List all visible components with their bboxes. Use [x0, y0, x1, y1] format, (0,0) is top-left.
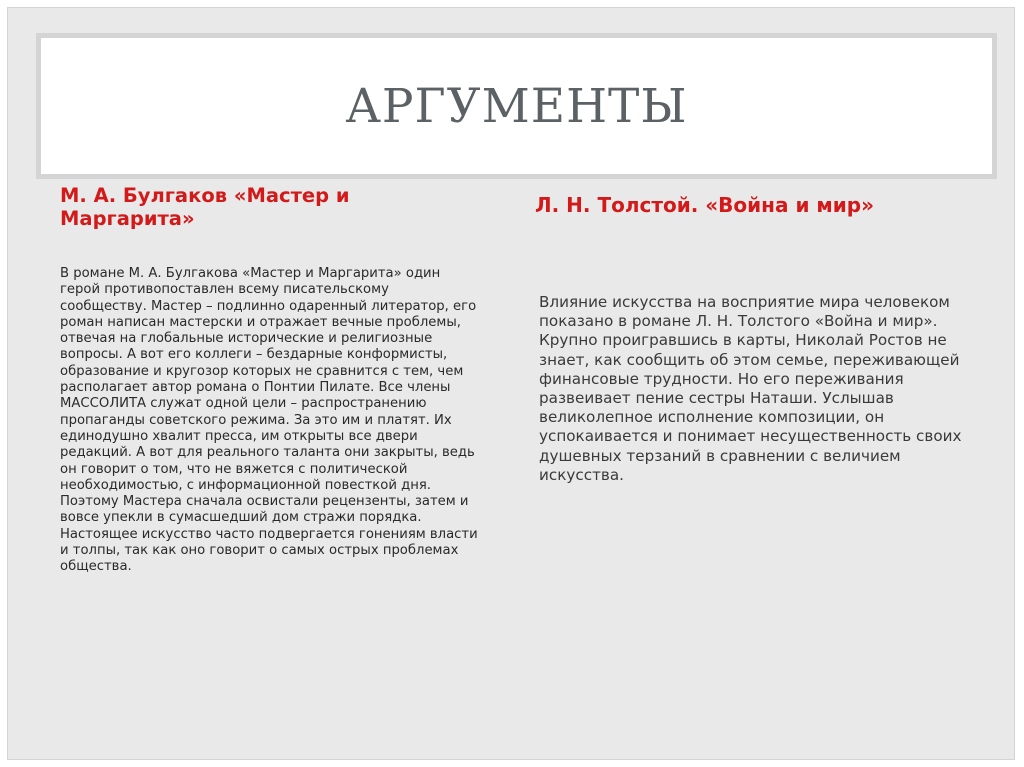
title-frame — [36, 33, 997, 179]
left-column-text: В романе М. А. Булгакова «Мастер и Маргарита» один герой противопоставлен всему писательскому сообществу. Мастер – подлинно одаренный литератор, его роман написан мастерски и отражает вечные проблемы, отвечая на глобальные исторические и религиозные вопросы. А вот его коллеги – бездарные конформисты, образование и кругозор которых не сравнится с тем, чем располагает автор романа о Понтии Пилате. Все члены МАССОЛИТА служат одной цели – распространению пропаганды советского режима. За это им и платят. Их единодушно хвалит пресса, им открыты все двери редакций. А вот для реального таланта они закрыты, ведь он говорит о том, что не вяжется с политической необходимостью, с информационной повесткой дня. Поэтому Мастера сначала освистали рецензенты, затем и вовсе упекли в сумасшедший дом стражи порядка. Настоящее искусство часто подвергается гонениям власти и толпы, так как оно говорит о самых острых проблемах общества. — [60, 266, 478, 575]
slide-title: АРГУМЕНТЫ — [345, 78, 688, 134]
right-column-heading: Л. Н. Толстой. «Война и мир» — [535, 193, 875, 217]
right-column-text: Влияние искусства на восприятие мира человеком показано в романе Л. Н. Толстого «Война и мир». Крупно проигравшись в карты, Николай Ростов не знает, как сообщить об этом семье, переживающей финансовые трудности. Но его переживания развеивает пение сестры Наташи. Услышав великолепное исполнение композиции, он успокаивается и понимает несущественность своих душевных терзаний в сравнении с величием искусства. — [539, 293, 962, 484]
title-box — [45, 42, 988, 170]
left-column-heading: М. А. Булгаков «Мастер и Маргарита» — [60, 184, 350, 230]
